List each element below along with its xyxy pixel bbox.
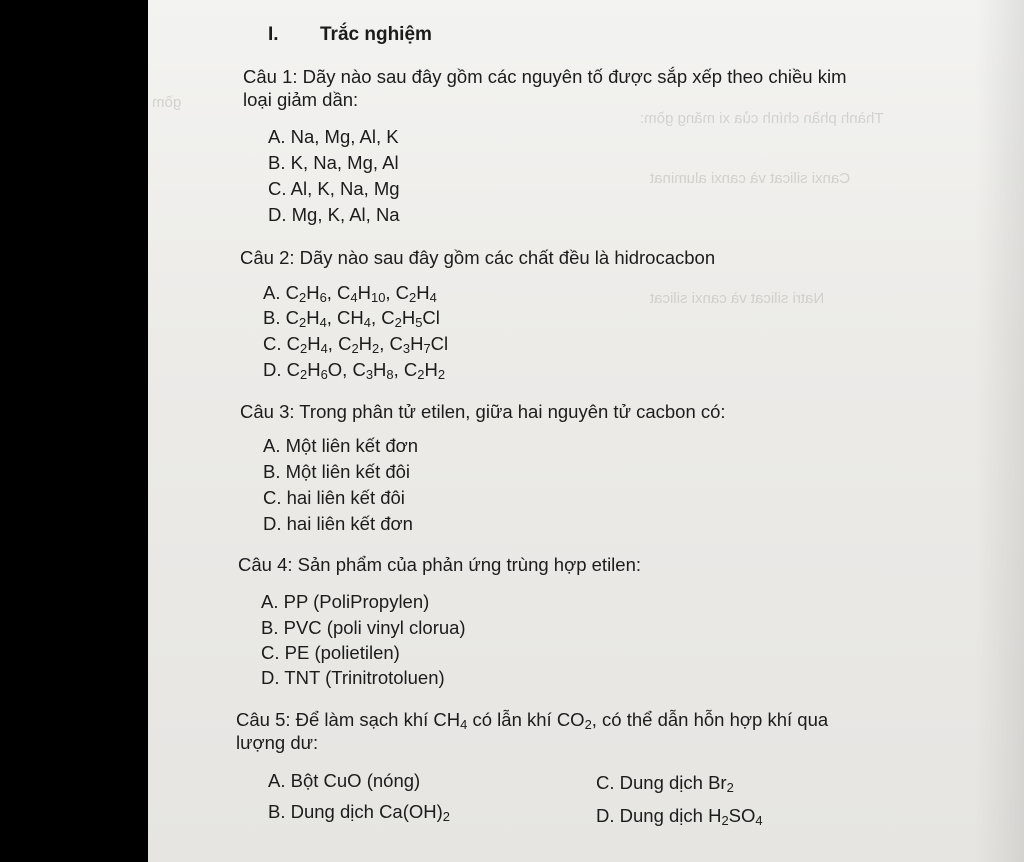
ghost-text: Canxi silicat và canxi aluminat [650, 170, 851, 187]
q5-subscript: 2 [584, 717, 592, 733]
q4-option-c: C. PE (polietilen) [261, 642, 400, 663]
formula-text: O, C [327, 359, 366, 380]
formula-subscript: 2 [372, 341, 380, 357]
q3-option-c: C. hai liên kết đôi [263, 487, 405, 508]
formula-text: C [286, 359, 301, 380]
formula-subscript: 4 [320, 341, 328, 357]
ghost-text: gồm [152, 94, 182, 111]
question-1-text-cont: loại giảm dần: [243, 89, 359, 110]
q1-option-b: B. K, Na, Mg, Al [268, 152, 399, 173]
formula-text: H [307, 359, 321, 380]
formula-text: D. [263, 359, 287, 380]
formula-text: H [416, 282, 430, 303]
q5-text-part: Câu 5: Để làm sạch khí CH [236, 709, 461, 730]
formula-text: , C [385, 282, 410, 303]
q5-option-b-text: B. Dung dịch Ca(OH) [268, 801, 443, 822]
q5-option-b [268, 801, 450, 823]
formula-text: , C [393, 359, 418, 380]
formula-subscript: 2 [351, 341, 359, 357]
formula-subscript: 2 [300, 341, 308, 357]
formula-text: H [357, 282, 371, 303]
q3-option-a: A. Một liên kết đơn [263, 435, 419, 456]
q5-option-c-text: C. Dung dịch Br [596, 772, 727, 793]
formula-subscript: 2 [437, 367, 446, 383]
q3-option-d: D. hai liên kết đơn [263, 513, 413, 534]
q5-option-c-sub: 2 [726, 780, 734, 796]
formula-text: B. [263, 307, 286, 328]
q2-option-c [263, 333, 448, 355]
formula-subscript: 2 [299, 315, 307, 331]
q1-option-a: A. Na, Mg, Al, K [268, 126, 399, 147]
formula-text: , C [326, 282, 351, 303]
q4-option-a: A. PP (PoliPropylen) [261, 591, 430, 612]
q4-option-b: B. PVC (poli vinyl clorua) [261, 617, 466, 638]
q5-option-d-text: SO [728, 805, 756, 826]
question-2-text: Câu 2: Dãy nào sau đây gồm các chất đều là hidrocacbon [240, 247, 716, 268]
formula-text: C [286, 333, 301, 354]
ghost-text: Natri silicat và canxi silicat [650, 290, 825, 307]
q1-option-d: D. Mg, K, Al, Na [268, 204, 400, 225]
formula-subscript: 6 [319, 290, 327, 306]
question-3-text: Câu 3: Trong phân tử etilen, giữa hai nguyên tử cacbon có: [240, 401, 726, 422]
ghost-text: Thành phần chính của xi măng gồm: [640, 110, 884, 127]
formula-subscript: 10 [371, 290, 386, 306]
formula-text: H [306, 282, 320, 303]
q5-option-a: A. Bột CuO (nóng) [268, 770, 421, 791]
formula-text: H [306, 307, 320, 328]
formula-subscript: 3 [365, 367, 374, 383]
formula-text: H [358, 333, 373, 354]
formula-subscript: 4 [429, 290, 437, 306]
q5-text-part: có lẫn khí CO [467, 709, 585, 730]
formula-text: , C [327, 333, 352, 354]
formula-subscript: 2 [300, 367, 308, 383]
question-1-text: Câu 1: Dãy nào sau đây gồm các nguyên tố được sắp xếp theo chiều kim [243, 66, 847, 87]
q5-option-d-sub: 4 [755, 813, 763, 829]
q3-option-b: B. Một liên kết đôi [263, 461, 411, 482]
formula-subscript: 6 [320, 367, 328, 383]
formula-text: Cl [422, 307, 440, 328]
formula-text: H [307, 333, 321, 354]
section-number: I. [268, 24, 279, 45]
q5-option-d-text: D. Dung dịch H [596, 805, 722, 826]
q5-option-b-sub: 2 [442, 809, 450, 825]
formula-text: Cl [430, 333, 449, 354]
formula-text: H [410, 333, 424, 354]
formula-text: , C [379, 333, 403, 354]
formula-subscript: 5 [415, 315, 423, 331]
formula-text: H [401, 307, 416, 328]
q4-option-d: D. TNT (Trinitrotoluen) [261, 667, 445, 688]
formula-subscript: 2 [299, 290, 307, 306]
q5-option-d-sub: 2 [721, 813, 729, 829]
q5-text-part: , có thể dẫn hỗn hợp khí qua [591, 709, 829, 730]
formula-subscript: 4 [363, 315, 371, 331]
section-title: Trắc nghiệm [320, 24, 432, 45]
formula-subscript: 3 [402, 341, 411, 357]
formula-text: A. [263, 282, 286, 303]
q2-option-d [263, 359, 445, 381]
formula-text: H [424, 359, 438, 380]
formula-text: H [373, 359, 387, 380]
q5-option-c [596, 772, 734, 794]
formula-subscript: 4 [319, 315, 327, 331]
formula-subscript: 2 [409, 290, 417, 306]
q5-option-d [596, 805, 763, 827]
question-4-text: Câu 4: Sản phẩm của phản ứng trùng hợp etilen: [238, 554, 642, 575]
formula-text: , CH [326, 307, 364, 328]
formula-subscript: 4 [350, 290, 358, 306]
formula-text: C. [263, 333, 287, 354]
formula-subscript: 2 [417, 367, 425, 383]
q2-option-a [263, 282, 437, 304]
formula-subscript: 2 [394, 315, 402, 331]
question-5-text-cont: lượng dư: [236, 732, 319, 753]
q1-option-c: C. Al, K, Na, Mg [268, 178, 400, 199]
formula-text: , C [370, 307, 395, 328]
q2-option-b [263, 307, 440, 329]
question-5-text [236, 709, 828, 731]
formula-text: C [285, 282, 299, 303]
formula-subscript: 8 [386, 367, 394, 383]
formula-text: C [285, 307, 299, 328]
q5-subscript: 4 [460, 717, 468, 733]
paper-edge-shadow [975, 0, 1024, 862]
formula-subscript: 7 [423, 341, 431, 357]
